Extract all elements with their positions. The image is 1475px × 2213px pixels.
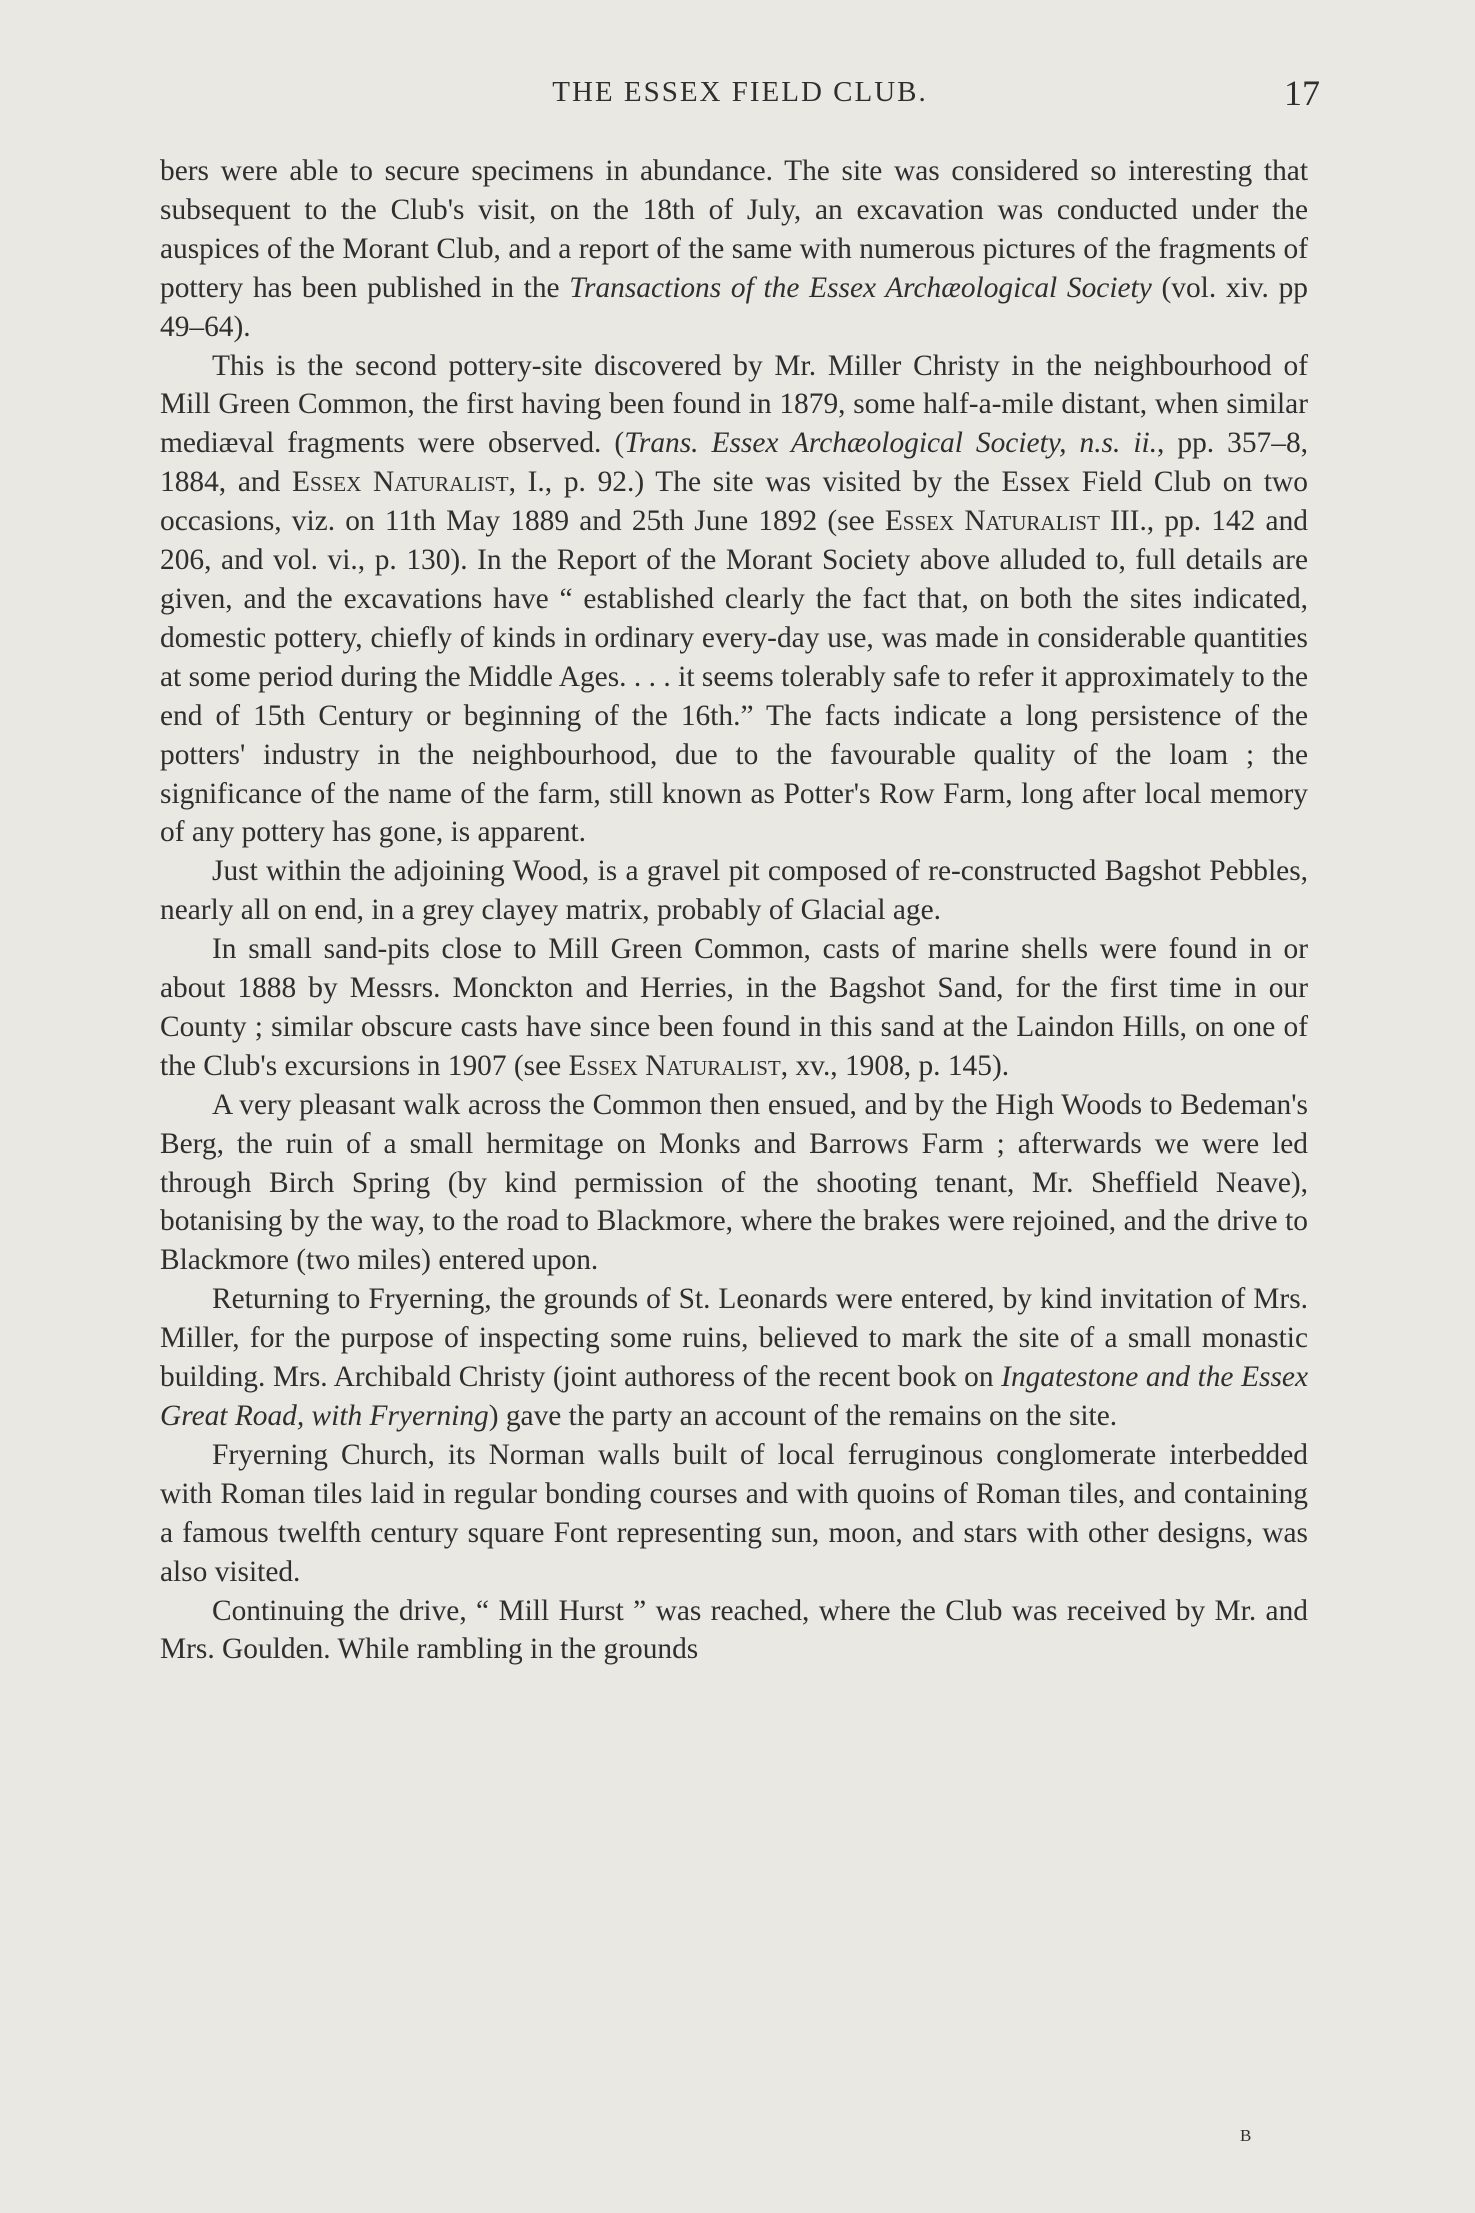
italic-title: Transactions of the Essex Archæological Society	[569, 271, 1152, 304]
signature-mark: B	[1240, 2126, 1253, 2145]
running-title: THE ESSEX FIELD CLUB.	[552, 76, 928, 108]
small-caps-title: Essex Naturalist	[292, 466, 509, 499]
small-caps-title: Essex Naturalist	[568, 1049, 781, 1082]
text-run: (vol. xiv. pp 49–64).	[160, 271, 1309, 343]
text-run: ) gave the party an account of the remains on the site.	[488, 1400, 1118, 1432]
paragraph	[160, 152, 1308, 347]
text-run: Just within the adjoining Wood, is a gravel pit composed of re-constructed Bagshot Pebbles, nearly all on end, in a grey clayey matrix, probably of Glacial age.	[160, 855, 1308, 927]
text-run: bers were able to secure specimens in abundance. The site was considered so interesting that subsequent to the Club's visit, on the 18th of July, an excavation was conducted under the auspices of the Morant Club, and a report of the same with numerous pictures of the fragments of pottery has been published in the	[160, 155, 1308, 304]
paragraph	[160, 1592, 1308, 1670]
page-header	[160, 72, 1320, 120]
text-run: This is the second pottery-site discovered by Mr. Miller Christy in the neighbourhood of Mill Green Common, the first having been found in 1879, some half-a-mile distant, when similar mediæval fragments were observed. (	[160, 349, 1308, 460]
paragraph	[160, 347, 1308, 853]
italic-title: Trans. Essex Archæological Society, n.s. ii.	[624, 427, 1158, 460]
text-run: , I., p. 92.) The site was visited by the Essex Field Club on two occasions, viz. on 11th May 1889 and 25th June 1892 (see	[160, 466, 1308, 538]
text-run: In small sand-pits close to Mill Green Common, casts of marine shells were found in or about 1888 by Messrs. Monckton and Herries, in the Bagshot Sand, for the first time in our County ; similar obscure casts have since been found in this sand at the Laindon Hills, on one of the Club's excursions in 1907 (see	[160, 933, 1308, 1082]
paragraph	[160, 1436, 1308, 1592]
text-run: Continuing the drive, “ Mill Hurst ” was reached, where the Club was received by Mr. and Mrs. Goulden. While rambling in the grounds	[160, 1594, 1308, 1666]
paragraph	[160, 1086, 1308, 1281]
text-run: A very pleasant walk across the Common then ensued, and by the High Woods to Bedeman's Berg, the ruin of a small hermitage on Monks and Barrows Farm ; afterwards we were led through Birch Spring (by kind permission of the shooting tenant, Mr. Sheffield Neave), botanising by the way, to the road to Blackmore, where the brakes were rejoined, and the drive to Blackmore (two miles) entered upon.	[160, 1088, 1308, 1277]
paragraph	[160, 1280, 1308, 1436]
text-run: III., pp. 142 and 206, and vol. vi., p. 130). In the Report of the Morant Society above alluded to, full details are given, and the excavations have “ established clearly the fact that, on both the sites indicated, domestic pottery, chiefly of kinds in ordinary every-day use, was made in considerable quantities at some period during the Middle Ages. . . . it seems tolerably safe to refer it approximately to the end of 15th Century or beginning of the 16th.” The facts indicate a long persistence of the potters' industry in the neighbourhood, due to the favourable quality of the loam ; the significance of the name of the farm, still known as Potter's Row Farm, long after local memory of any pottery has gone, is apparent.	[160, 505, 1308, 849]
text-run: , xv., 1908, p. 145).	[780, 1049, 1010, 1082]
page-number: 17	[1284, 73, 1320, 113]
italic-title: Ingatestone and the Essex Great Road, with Fryerning	[160, 1361, 1309, 1432]
text-run: , pp. 357–8, 1884, and	[160, 427, 1308, 499]
paragraph	[160, 852, 1308, 930]
paragraph	[160, 930, 1308, 1086]
small-caps-title: Essex Naturalist	[884, 505, 1100, 538]
body-text	[160, 152, 1308, 1669]
text-run: Fryerning Church, its Norman walls built of local ferruginous conglomerate interbedded with Roman tiles laid in regular bonding courses and with quoins of Roman tiles, and containing a famous twelfth century square Font representing sun, moon, and stars with other designs, was also visited.	[160, 1438, 1308, 1588]
text-run: Returning to Fryerning, the grounds of St. Leonards were entered, by kind invitation of Mrs. Miller, for the purpose of inspecting some ruins, believed to mark the site of a small monastic building. Mrs. Archibald Christy (joint authoress of the recent book on	[160, 1283, 1308, 1394]
